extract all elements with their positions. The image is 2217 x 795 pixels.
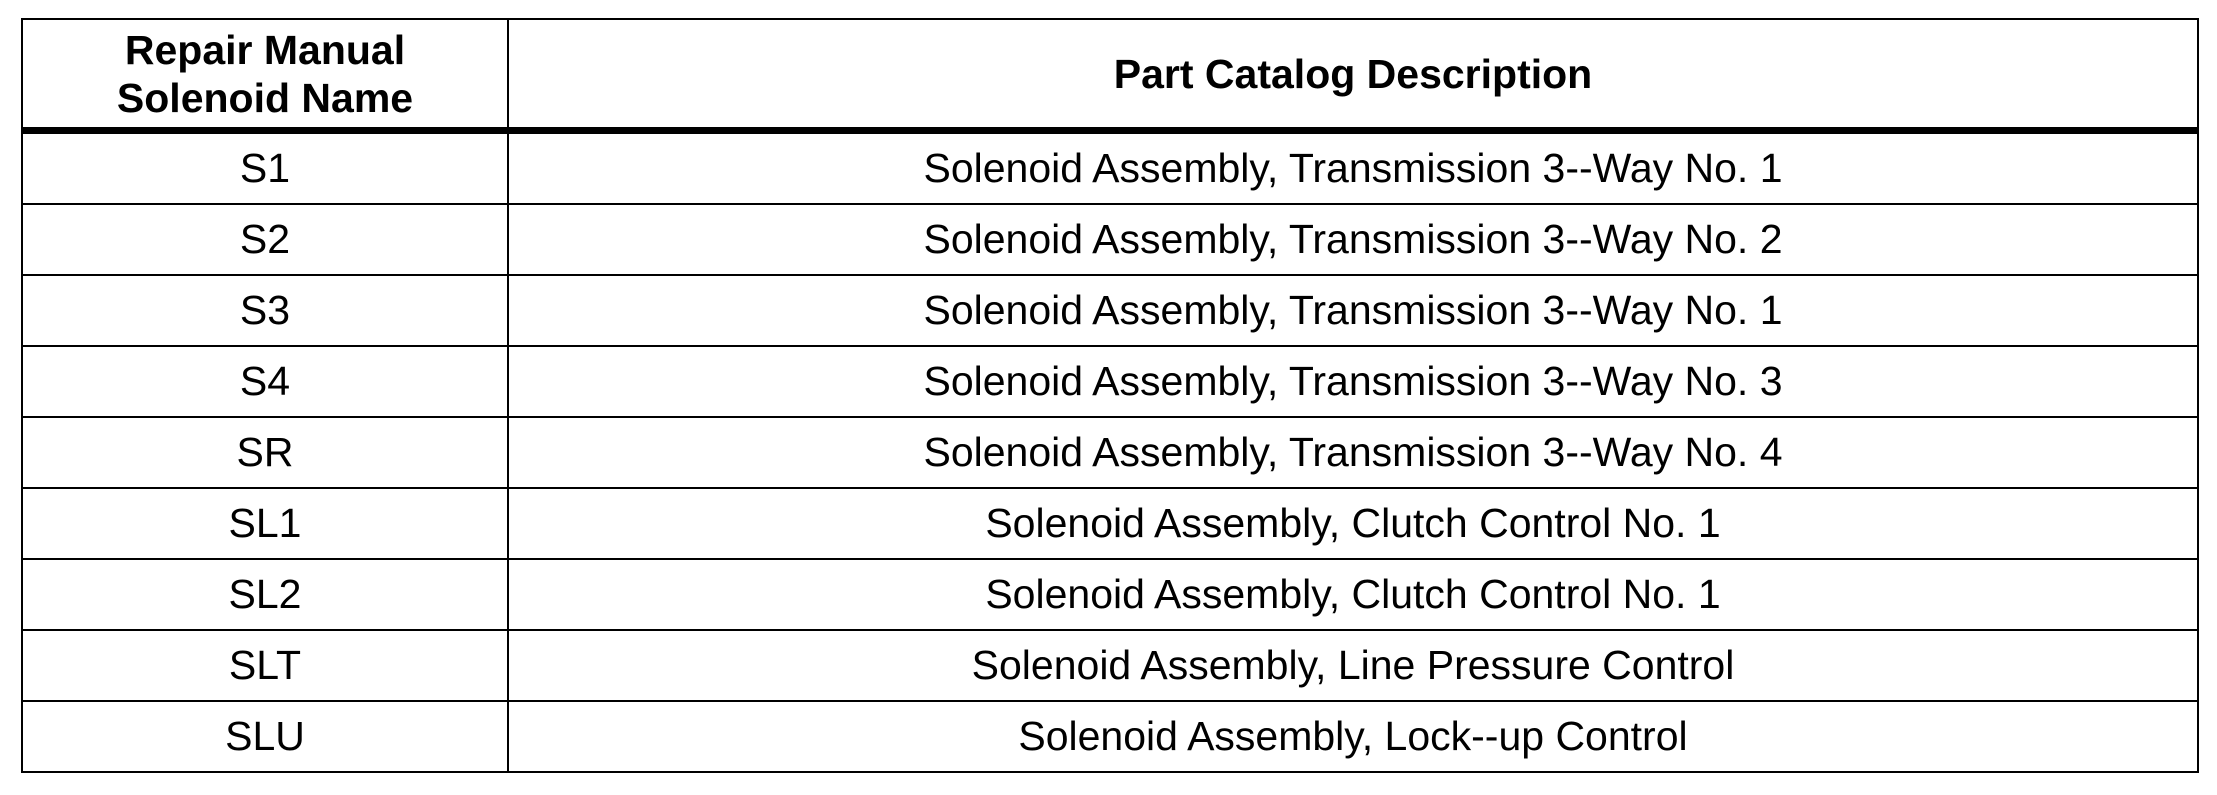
description-cell: Solenoid Assembly, Clutch Control No. 1 bbox=[508, 559, 2198, 630]
header-row bbox=[22, 19, 2198, 131]
solenoid-name-cell: SLU bbox=[22, 701, 508, 772]
table-row bbox=[22, 346, 2198, 417]
table-row bbox=[22, 559, 2198, 630]
solenoid-name-cell: SL1 bbox=[22, 488, 508, 559]
description-cell: Solenoid Assembly, Line Pressure Control bbox=[508, 630, 2198, 701]
table-row bbox=[22, 488, 2198, 559]
table-row bbox=[22, 275, 2198, 346]
solenoid-name-cell: S4 bbox=[22, 346, 508, 417]
solenoid-name-cell: SR bbox=[22, 417, 508, 488]
description-cell: Solenoid Assembly, Lock--up Control bbox=[508, 701, 2198, 772]
description-cell: Solenoid Assembly, Transmission 3--Way No. 4 bbox=[508, 417, 2198, 488]
solenoid-name-cell: SLT bbox=[22, 630, 508, 701]
solenoid-table bbox=[21, 18, 2199, 773]
description-cell: Solenoid Assembly, Transmission 3--Way No. 2 bbox=[508, 204, 2198, 275]
description-cell: Solenoid Assembly, Clutch Control No. 1 bbox=[508, 488, 2198, 559]
table-row bbox=[22, 630, 2198, 701]
table-body bbox=[22, 131, 2198, 773]
header-solenoid-name bbox=[22, 19, 508, 131]
table-row bbox=[22, 417, 2198, 488]
table-row bbox=[22, 701, 2198, 772]
solenoid-name-cell: S3 bbox=[22, 275, 508, 346]
description-cell: Solenoid Assembly, Transmission 3--Way No. 1 bbox=[508, 131, 2198, 205]
header-description: Part Catalog Description bbox=[508, 19, 2198, 131]
table-row bbox=[22, 131, 2198, 205]
solenoid-name-cell: S2 bbox=[22, 204, 508, 275]
table-header bbox=[22, 19, 2198, 131]
description-cell: Solenoid Assembly, Transmission 3--Way No. 3 bbox=[508, 346, 2198, 417]
description-cell: Solenoid Assembly, Transmission 3--Way No. 1 bbox=[508, 275, 2198, 346]
solenoid-name-cell: S1 bbox=[22, 131, 508, 205]
header-solenoid-name-line2: Solenoid Name bbox=[116, 74, 414, 121]
table-row bbox=[22, 204, 2198, 275]
header-solenoid-name-line1: Repair Manual bbox=[124, 26, 406, 73]
solenoid-name-cell: SL2 bbox=[22, 559, 508, 630]
